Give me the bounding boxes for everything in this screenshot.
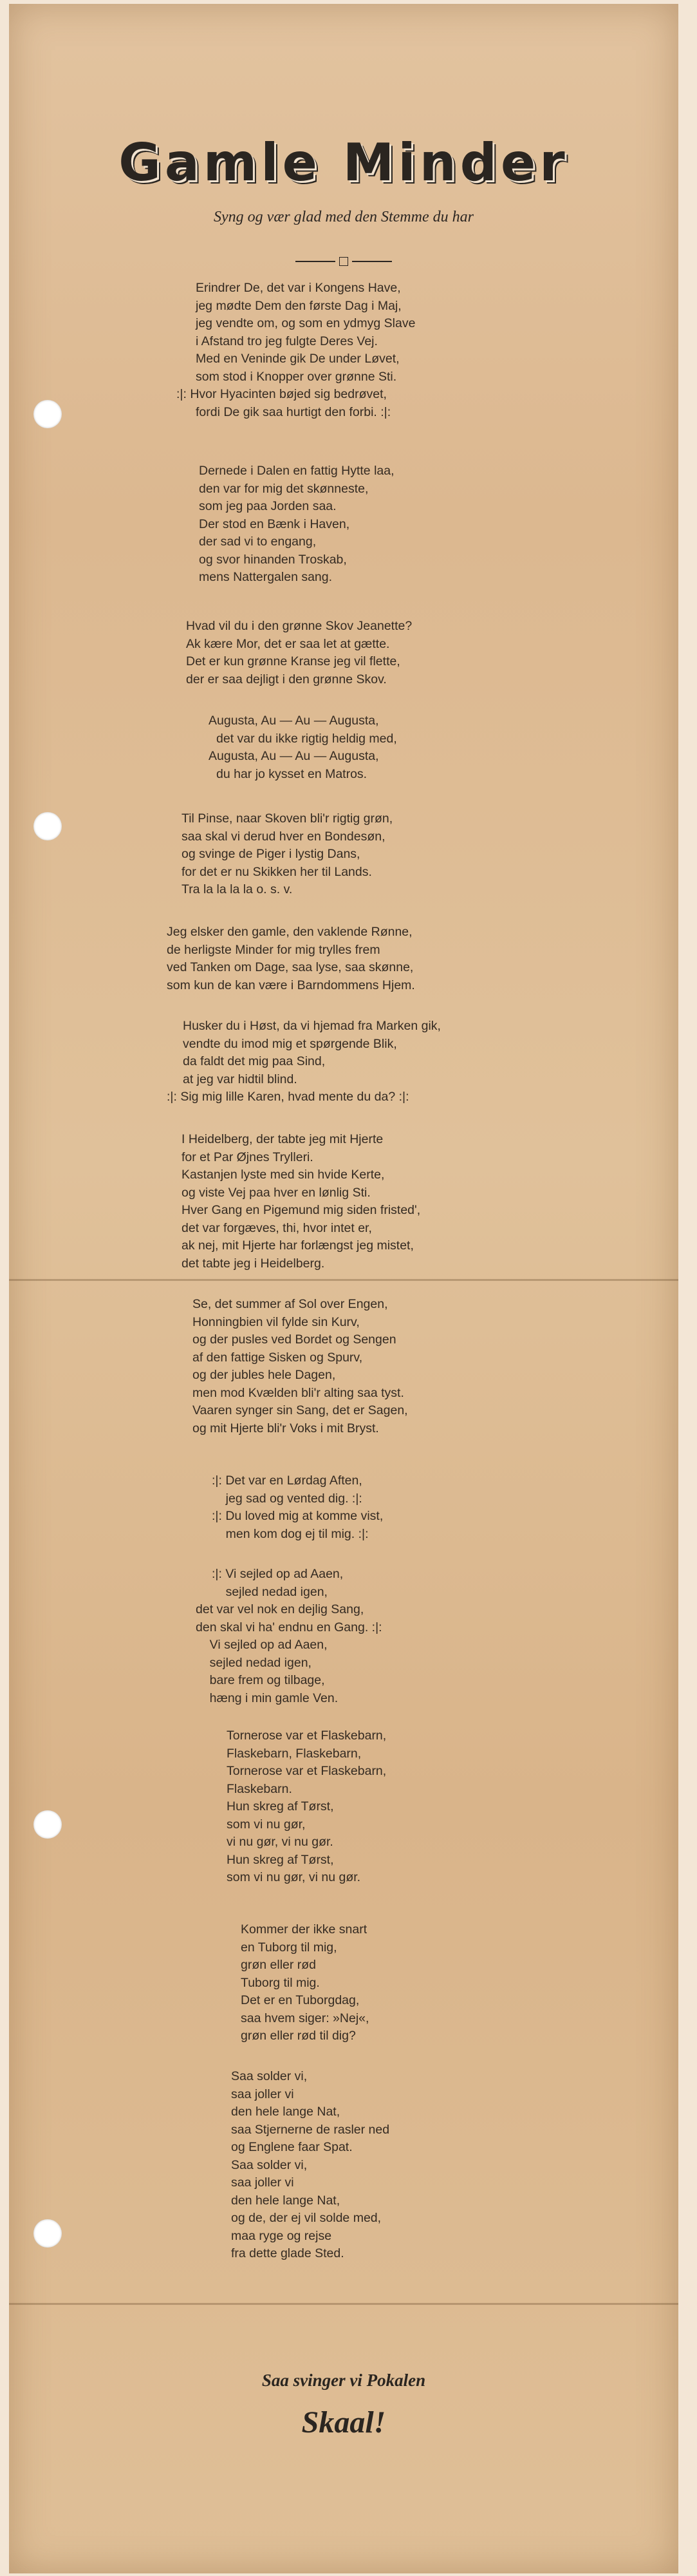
verse-5 bbox=[181, 810, 393, 899]
verse-line: I Heidelberg, der tabte jeg mit Hjerte bbox=[181, 1132, 384, 1146]
verse-line: som vi nu gør, vi nu gør. bbox=[227, 1870, 361, 1884]
verse-line: :|: Vi sejled op ad Aaen, bbox=[212, 1567, 344, 1581]
verse-line: :|: Hvor Hyacinten bøjed sig bedrøvet, bbox=[176, 387, 387, 401]
verse-line: og Englene faar Spat. bbox=[231, 2140, 353, 2154]
verse-line: saa skal vi derud hver en Bondesøn, bbox=[181, 829, 386, 844]
verse-line: og der jubles hele Dagen, bbox=[192, 1368, 336, 1382]
verse-line: den skal vi ha' endnu en Gang. :|: bbox=[196, 1620, 382, 1634]
verse-line: maa ryge og rejse bbox=[231, 2228, 332, 2243]
verse-line: saa joller vi bbox=[231, 2175, 294, 2190]
verse-line: Tornerose var et Flaskebarn, bbox=[227, 1728, 387, 1743]
verse-line: Kastanjen lyste med sin hvide Kerte, bbox=[181, 1168, 385, 1182]
verse-line: som kun de kan være i Barndommens Hjem. bbox=[167, 978, 415, 992]
verse-line: en Tuborg til mig, bbox=[241, 1940, 337, 1955]
verse-line: Hver Gang en Pigemund mig siden fristed', bbox=[181, 1203, 421, 1217]
verse-line: jeg sad og vented dig. :|: bbox=[212, 1491, 362, 1506]
verse-line: sejled nedad igen, bbox=[196, 1655, 311, 1670]
verse-1 bbox=[176, 279, 415, 421]
verse-line: jeg vendte om, og som en ydmyg Slave bbox=[196, 316, 416, 330]
verse-line: hæng i min gamle Ven. bbox=[196, 1690, 339, 1705]
verse-line: Tornerose var et Flaskebarn, bbox=[227, 1764, 387, 1778]
verse-line: Honningbien vil fylde sin Kurv, bbox=[192, 1314, 360, 1329]
verse-line: og de, der ej vil solde med, bbox=[231, 2211, 382, 2225]
verse-line: ak nej, mit Hjerte har forlængst jeg mistet, bbox=[181, 1238, 414, 1253]
verse-line: Hun skreg af Tørst, bbox=[227, 1799, 334, 1814]
verse-line: i Afstand tro jeg fulgte Deres Vej. bbox=[196, 334, 378, 348]
paper-fold bbox=[9, 2303, 678, 2305]
verse-line: men mod Kvælden bli'r alting saa tyst. bbox=[192, 1385, 404, 1400]
verse-8 bbox=[181, 1131, 420, 1273]
verse-line: Det er en Tuborgdag, bbox=[241, 1993, 360, 2007]
verse-6 bbox=[167, 923, 415, 994]
verse-line: som vi nu gør, bbox=[227, 1817, 306, 1832]
verse-line: den hele lange Nat, bbox=[231, 2105, 340, 2119]
verse-line: Se, det summer af Sol over Engen, bbox=[192, 1297, 388, 1311]
page-subtitle: Syng og vær glad med den Stemme du har bbox=[214, 209, 474, 225]
verse-line: ved Tanken om Dage, saa lyse, saa skønne, bbox=[167, 960, 414, 974]
punch-hole bbox=[33, 2219, 62, 2248]
verse-line: Med en Veninde gik De under Løvet, bbox=[196, 352, 400, 366]
verse-line: det tabte jeg i Heidelberg. bbox=[181, 1256, 325, 1271]
verse-line: af den fattige Sisken og Spurv, bbox=[192, 1350, 363, 1365]
closing-toast: Skaal! bbox=[301, 2405, 386, 2439]
verse-line: du har jo kysset en Matros. bbox=[216, 766, 367, 781]
verse-7 bbox=[167, 1018, 441, 1106]
verse-3 bbox=[186, 618, 412, 688]
verse-line: sejled nedad igen, bbox=[212, 1584, 328, 1599]
closing-line: Saa svinger vi Pokalen bbox=[261, 2371, 426, 2390]
verse-line: Flaskebarn. bbox=[227, 1781, 292, 1796]
verse-line: Kommer der ikke snart bbox=[241, 1922, 367, 1937]
paper-fold bbox=[9, 1279, 678, 1281]
verse-line: grøn eller rød til dig? bbox=[241, 2029, 356, 2043]
verse-line: for et Par Øjnes Trylleri. bbox=[181, 1150, 313, 1164]
verse-line: og svor hinanden Troskab, bbox=[199, 552, 347, 567]
verse-13 bbox=[241, 1921, 369, 2045]
punch-hole bbox=[33, 400, 62, 428]
verse-line: Augusta, Au — Au — Augusta, bbox=[209, 749, 379, 763]
verse-line: Saa solder vi, bbox=[231, 2069, 308, 2083]
verse-line: saa Stjernerne de rasler ned bbox=[231, 2122, 390, 2137]
verse-line: Augusta, Au — Au — Augusta, bbox=[209, 714, 379, 728]
verse-line: Der stod en Bænk i Haven, bbox=[199, 516, 350, 531]
verse-line: da faldt det mig paa Sind, bbox=[183, 1054, 326, 1068]
verse-line: jeg mødte Dem den første Dag i Maj, bbox=[196, 298, 402, 313]
verse-9 bbox=[192, 1296, 408, 1437]
divider-ornament bbox=[295, 257, 392, 266]
verse-line: fordi De gik saa hurtigt den forbi. :|: bbox=[196, 404, 391, 419]
verse-line: som stod i Knopper over grønne Sti. bbox=[196, 369, 397, 384]
verse-line: :|: Sig mig lille Karen, hvad mente du da? :|: bbox=[167, 1090, 409, 1104]
verse-line: saa joller vi bbox=[231, 2087, 294, 2101]
punch-hole bbox=[33, 812, 62, 840]
verse-line: Flaskebarn, Flaskebarn, bbox=[227, 1746, 362, 1761]
verse-line: Erindrer De, det var i Kongens Have, bbox=[196, 281, 401, 295]
verse-line: og viste Vej paa hver en lønlig Sti. bbox=[181, 1185, 371, 1200]
verse-line: Ak kære Mor, det er saa let at gætte. bbox=[186, 636, 390, 651]
verse-line: at jeg var hidtil blind. bbox=[183, 1072, 297, 1086]
verse-line: Til Pinse, naar Skoven bli'r rigtig grøn, bbox=[181, 811, 393, 826]
verse-line: men kom dog ej til mig. :|: bbox=[212, 1526, 369, 1541]
verse-line: Tuborg til mig. bbox=[241, 1975, 320, 1990]
verse-line: Dernede i Dalen en fattig Hytte laa, bbox=[199, 464, 395, 478]
verse-line: der sad vi to engang, bbox=[199, 535, 317, 549]
verse-line: den hele lange Nat, bbox=[231, 2193, 340, 2208]
verse-line: det var forgæves, thi, hvor intet er, bbox=[181, 1220, 372, 1235]
verse-12 bbox=[227, 1727, 386, 1887]
verse-line: saa hvem siger: »Nej«, bbox=[241, 2011, 369, 2025]
verse-line: Hvad vil du i den grønne Skov Jeanette? bbox=[186, 619, 413, 633]
verse-line: vendte du imod mig et spørgende Blik, bbox=[183, 1036, 397, 1051]
verse-11 bbox=[196, 1566, 382, 1707]
verse-line: Husker du i Høst, da vi hjemad fra Marken gik, bbox=[183, 1019, 441, 1033]
verse-line: som jeg paa Jorden saa. bbox=[199, 499, 337, 513]
verse-10 bbox=[212, 1472, 383, 1543]
verse-line: for det er nu Skikken her til Lands. bbox=[181, 864, 372, 879]
verse-line: fra dette glade Sted. bbox=[231, 2246, 344, 2260]
verse-line: det var du ikke rigtig heldig med, bbox=[216, 731, 397, 746]
verse-line: de herligste Minder for mig trylles frem bbox=[167, 942, 380, 957]
verse-line: Vi sejled op ad Aaen, bbox=[196, 1638, 328, 1652]
verse-line: :|: Du loved mig at komme vist, bbox=[212, 1509, 384, 1523]
verse-line: Jeg elsker den gamle, den vaklende Rønne, bbox=[167, 925, 413, 939]
verse-line: mens Nattergalen sang. bbox=[199, 570, 333, 584]
punch-hole bbox=[33, 1810, 62, 1839]
verse-line: der er saa dejligt i den grønne Skov. bbox=[186, 672, 387, 687]
verse-line: Tra la la la la o. s. v. bbox=[181, 882, 293, 896]
verse-line: og der pusles ved Bordet og Sengen bbox=[192, 1332, 396, 1347]
verse-line: den var for mig det skønneste, bbox=[199, 481, 369, 496]
verse-line: Saa solder vi, bbox=[231, 2157, 308, 2172]
verse-4 bbox=[209, 712, 397, 783]
page-title: Gamle Minder bbox=[118, 133, 569, 193]
verse-line: og mit Hjerte bli'r Voks i mit Bryst. bbox=[192, 1421, 379, 1435]
verse-2 bbox=[199, 462, 395, 587]
verse-line: grøn eller rød bbox=[241, 1958, 317, 1972]
verse-line: :|: Det var en Lørdag Aften, bbox=[212, 1473, 362, 1488]
verse-line: Det er kun grønne Kranse jeg vil flette, bbox=[186, 654, 400, 668]
verse-line: det var vel nok en dejlig Sang, bbox=[196, 1602, 364, 1616]
verse-line: Vaaren synger sin Sang, det er Sagen, bbox=[192, 1403, 408, 1417]
verse-line: og svinge de Piger i lystig Dans, bbox=[181, 847, 360, 861]
verse-14 bbox=[231, 2068, 389, 2263]
verse-line: bare frem og tilbage, bbox=[196, 1673, 325, 1687]
song-sheet bbox=[9, 4, 678, 2573]
verse-line: vi nu gør, vi nu gør. bbox=[227, 1835, 333, 1849]
verse-line: Hun skreg af Tørst, bbox=[227, 1852, 334, 1867]
